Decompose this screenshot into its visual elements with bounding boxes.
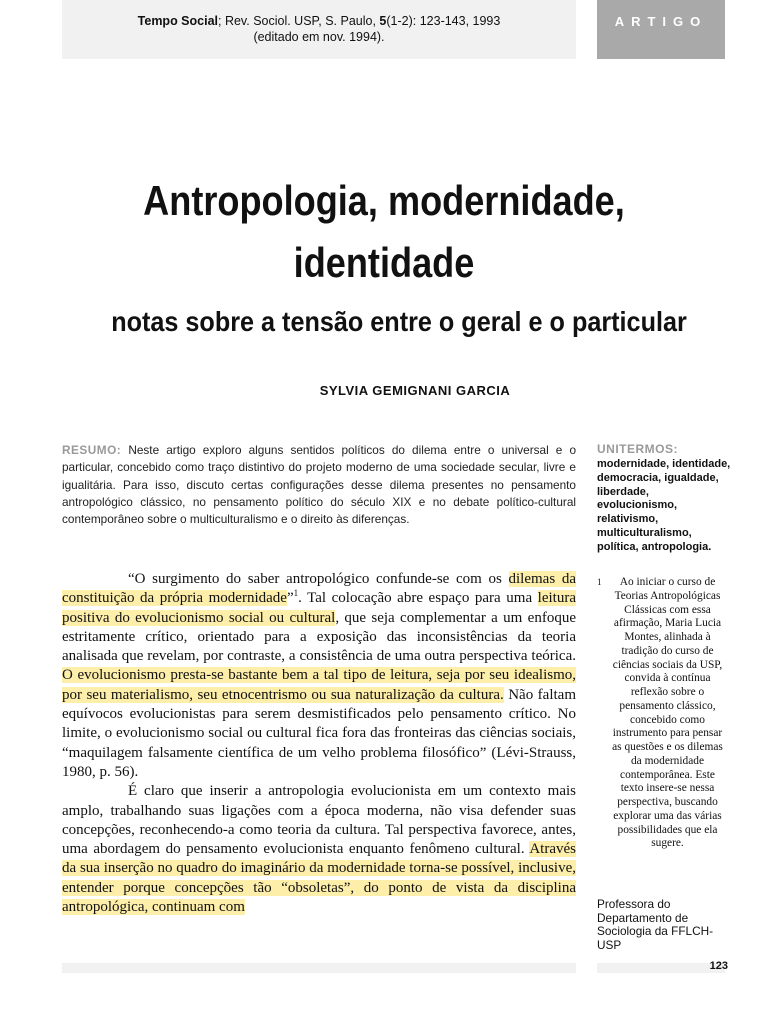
section-box bbox=[597, 0, 725, 59]
journal-volume: 5 bbox=[379, 14, 387, 28]
footnote bbox=[597, 576, 727, 851]
text-run: , que seja complementar a um enfoque estritamente crítico, orientado para a exposição das inconsistências da teoria analisada que revelam, por contraste, a consistência de uma outra perspectiva teórica. bbox=[62, 609, 576, 665]
author-name: SYLVIA GEMIGNANI GARCIA bbox=[319, 383, 511, 398]
abstract bbox=[62, 442, 576, 528]
footnote-number: 1 bbox=[597, 577, 602, 587]
text-run: “O surgimento do saber antropológico confunde-se com os bbox=[128, 571, 509, 587]
journal-citation-part-b: (1-2): 123-143, 1993 bbox=[386, 14, 501, 28]
keywords-label: UNITERMOS: bbox=[597, 442, 678, 456]
text-run: Não faltam equívocos evolucionistas para serem desmistificados pelo pensamento crítico. No limite, o evolucionismo social ou cultural fica fora das fronteiras das ciências sociais, “maquilagem falsamente científica de um velho problema filosófico” (Lévi-Strauss, 1980, p. 56). bbox=[62, 686, 576, 780]
highlight: Através da sua inserção no quadro do imaginário da modernidade torna-se possível, inclusive, entender porque concepções tão “obsoletas”, do ponto de vista da disciplina antropológica, continuam com bbox=[62, 841, 576, 916]
journal-name: Tempo Social bbox=[137, 14, 218, 28]
journal-citation bbox=[62, 14, 576, 29]
keywords-list: modernidade, identidade, democracia, igualdade, liberdade, evolucionismo, relativismo, multiculturalismo, política, antropologia. bbox=[597, 458, 731, 553]
text-run: ” bbox=[286, 590, 294, 607]
author-affiliation: Professora do Departamento de Sociologia da FFLCH-USP bbox=[597, 897, 714, 952]
abstract-text: Neste artigo exploro alguns sentidos políticos do dilema entre o universal e o particular, concebido como traço distintivo do projeto moderno de uma sociedade secular, livre e igualitária. Para isso, discuto certas configurações desse dilema presentes no pensamento antropológico clássico, no pensamento político do século XIX e no debate político-cultural contemporâneo sobre o multiculturalismo e o direito às diferenças. bbox=[62, 443, 577, 527]
article-title-line-1: Antropologia, modernidade, bbox=[143, 177, 625, 224]
section-label: ARTIGO bbox=[614, 14, 708, 29]
highlight: dilemas da constituição da própria modernidade bbox=[62, 571, 576, 607]
footnote-ref[interactable]: 1 bbox=[293, 588, 299, 599]
edition-note: (editado em nov. 1994). bbox=[253, 30, 385, 44]
highlight: leitura positiva do evolucionismo social ou cultural bbox=[62, 590, 576, 626]
paragraph-2 bbox=[62, 782, 576, 917]
page-number: 123 bbox=[709, 960, 728, 972]
paragraph-1 bbox=[62, 570, 576, 782]
text-run: . Tal colocação abre espaço para uma bbox=[298, 590, 538, 607]
article-subtitle: notas sobre a tensão entre o geral e o particular bbox=[111, 306, 687, 337]
footer-bar bbox=[62, 963, 576, 973]
article-title-line-2: identidade bbox=[293, 239, 475, 286]
footnote-text: Ao iniciar o curso de Teorias Antropológicas Clássicas com essa afirmação, Maria Lucia Montes, alinhada à tradição do curso de ciências sociais da USP, convida à contínua reflexão sobre o pensamento clássico, concebido como instrumento para pensar as questões e os dilemas da modernidade contemporânea. Este texto insere-se nessa perspectiva, buscando explorar uma das várias possibilidades que ela sugere. bbox=[612, 576, 723, 850]
highlight: O evolucionismo presta-se bastante bem a tal tipo de leitura, seja por seu idealismo, por seu materialismo, seu etnocentrismo ou sua naturalização da cultura. bbox=[62, 667, 576, 703]
abstract-label: RESUMO: bbox=[62, 443, 122, 457]
body-text bbox=[62, 570, 576, 917]
journal-citation-part-a: ; Rev. Sociol. USP, S. Paulo, bbox=[218, 14, 380, 28]
text-run: É claro que inserir a antropologia evolucionista em um contexto mais amplo, trabalhando suas ligações com a época moderna, não visa defender suas concepções, reconhecendo-a como teoria da cultura. Tal perspectiva favorece, antes, uma abordagem do pensamento evolucionista enquanto fenômeno cultural. bbox=[62, 783, 576, 858]
